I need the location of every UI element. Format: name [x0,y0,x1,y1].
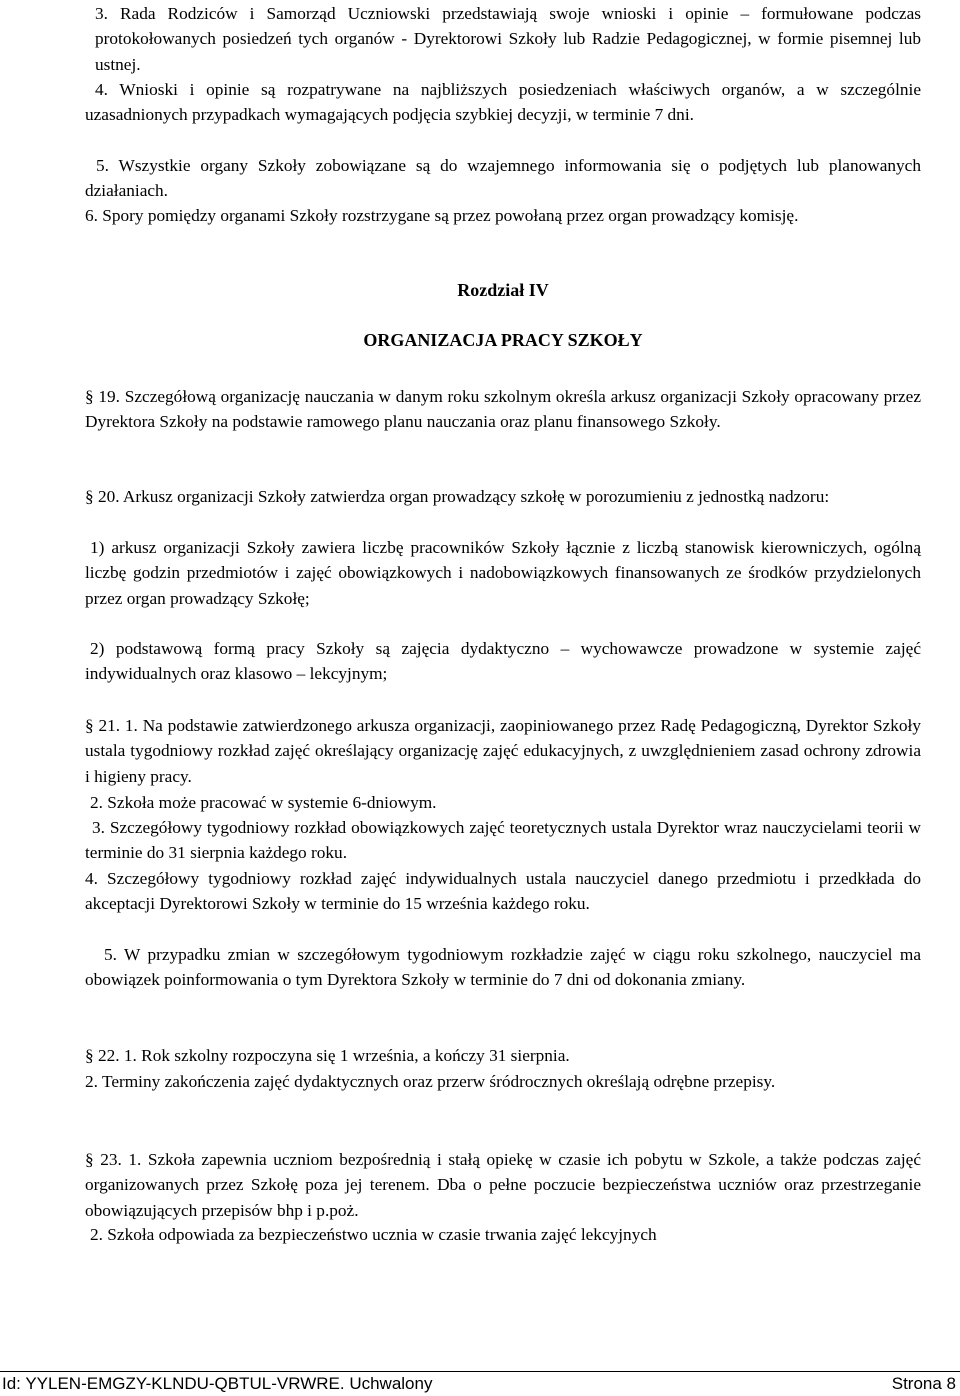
section-20-item-2: 2) podstawową formą pracy Szkoły są zajęcia dydaktyczno – wychowawcze prowadzone w systemie zajęć indywidualnych oraz klasowo – lekcyjnym; [85,639,921,684]
section-23-item-1: § 23. 1. Szkoła zapewnia uczniom bezpośrednią i stałą opiekę w czasie ich pobytu w Szkole, a także podczas zajęć organizowanych przez Szkołę poza jej terenem. Dba o pełne poczucie bezpieczeństwa uczniów oraz przestrzeganie obowiązujących przepisów bhp i p.poż. [85,1150,921,1220]
section-22-item-2: 2. Terminy zakończenia zajęć dydaktycznych oraz przerw śródrocznych określają odrębne przepisy. [85,1072,776,1091]
section-21-item-2: 2. Szkoła może pracować w systemie 6-dniowym. [90,793,437,812]
paragraph-3: 3. Rada Rodziców i Samorząd Uczniowski przedstawiają swoje wnioski i opinie – formułowane podczas protokołowanych posiedzeń tych organów - Dyrektorowi Szkoły lub Radzie Pedagogicznej, w formie pisemnej lub ustnej. [95,4,921,74]
section-20-item-1: 1) arkusz organizacji Szkoły zawiera liczbę pracowników Szkoły łącznie z liczbą stanowisk kierowniczych, ogólną liczbę godzin przedmiotów i zajęć obowiązkowych i nadobowiązkowych finansowanych ze środków przydzielonych przez organ prowadzący Szkołę; [85,538,921,608]
section-22-item-1: § 22. 1. Rok szkolny rozpoczyna się 1 września, a kończy 31 sierpnia. [85,1046,570,1065]
page-number: Strona 8 [891,1374,956,1393]
chapter-title: Rozdział IV [457,280,549,300]
page-footer [0,1371,960,1396]
section-19: § 19. Szczegółową organizację nauczania w danym roku szkolnym określa arkusz organizacji Szkoły opracowany przez Dyrektora Szkoły na podstawie ramowego planu nauczania oraz planu finansowego Szkoły. [85,387,921,432]
section-21-item-5: 5. W przypadku zmian w szczegółowym tygodniowym rozkładzie zajęć w ciągu roku szkolnego, nauczyciel ma obowiązek poinformowania o tym Dyrektora Szkoły w terminie do 7 dni od dokonania zmiany. [85,945,921,990]
section-21-item-4: 4. Szczegółowy tygodniowy rozkład zajęć indywidualnych ustala nauczyciel danego przedmiotu i przedkłada do akceptacji Dyrektorowi Szkoły w terminie do 15 września każdego roku. [85,869,921,914]
section-20-intro: § 20. Arkusz organizacji Szkoły zatwierdza organ prowadzący szkołę w porozumieniu z jednostką nadzoru: [85,487,830,506]
chapter-subtitle: ORGANIZACJA PRACY SZKOŁY [363,330,643,350]
paragraph-4: 4. Wnioski i opinie są rozpatrywane na najbliższych posiedzeniach właściwych organów, a w szczególnie uzasadnionych przypadkach wymagających podjęcia szybkiej decyzji, w terminie 7 dni. [85,80,921,125]
section-23-item-2: 2. Szkoła odpowiada za bezpieczeństwo ucznia w czasie trwania zajęć lekcyjnych [90,1225,657,1244]
section-21-item-1: § 21. 1. Na podstawie zatwierdzonego arkusza organizacji, zaopiniowanego przez Radę Pedagogiczną, Dyrektor Szkoły ustala tygodniowy rozkład zajęć określający organizację zajęć edukacyjnych, z uwzględnieniem zasad ochrony zdrowia i higieny pracy. [85,716,921,786]
paragraph-6: 6. Spory pomiędzy organami Szkoły rozstrzygane są przez powołaną przez organ prowadzący komisję. [85,206,799,225]
paragraph-5: 5. Wszystkie organy Szkoły zobowiązane są do wzajemnego informowania się o podjętych lub planowanych działaniach. [85,156,921,201]
document-id: Id: YYLEN-EMGZY-KLNDU-QBTUL-VRWRE. Uchwalony [2,1374,433,1393]
section-21-item-3: 3. Szczegółowy tygodniowy rozkład obowiązkowych zajęć teoretycznych ustala Dyrektor wraz nauczycielami teorii w terminie do 31 sierpnia każdego roku. [85,818,921,863]
